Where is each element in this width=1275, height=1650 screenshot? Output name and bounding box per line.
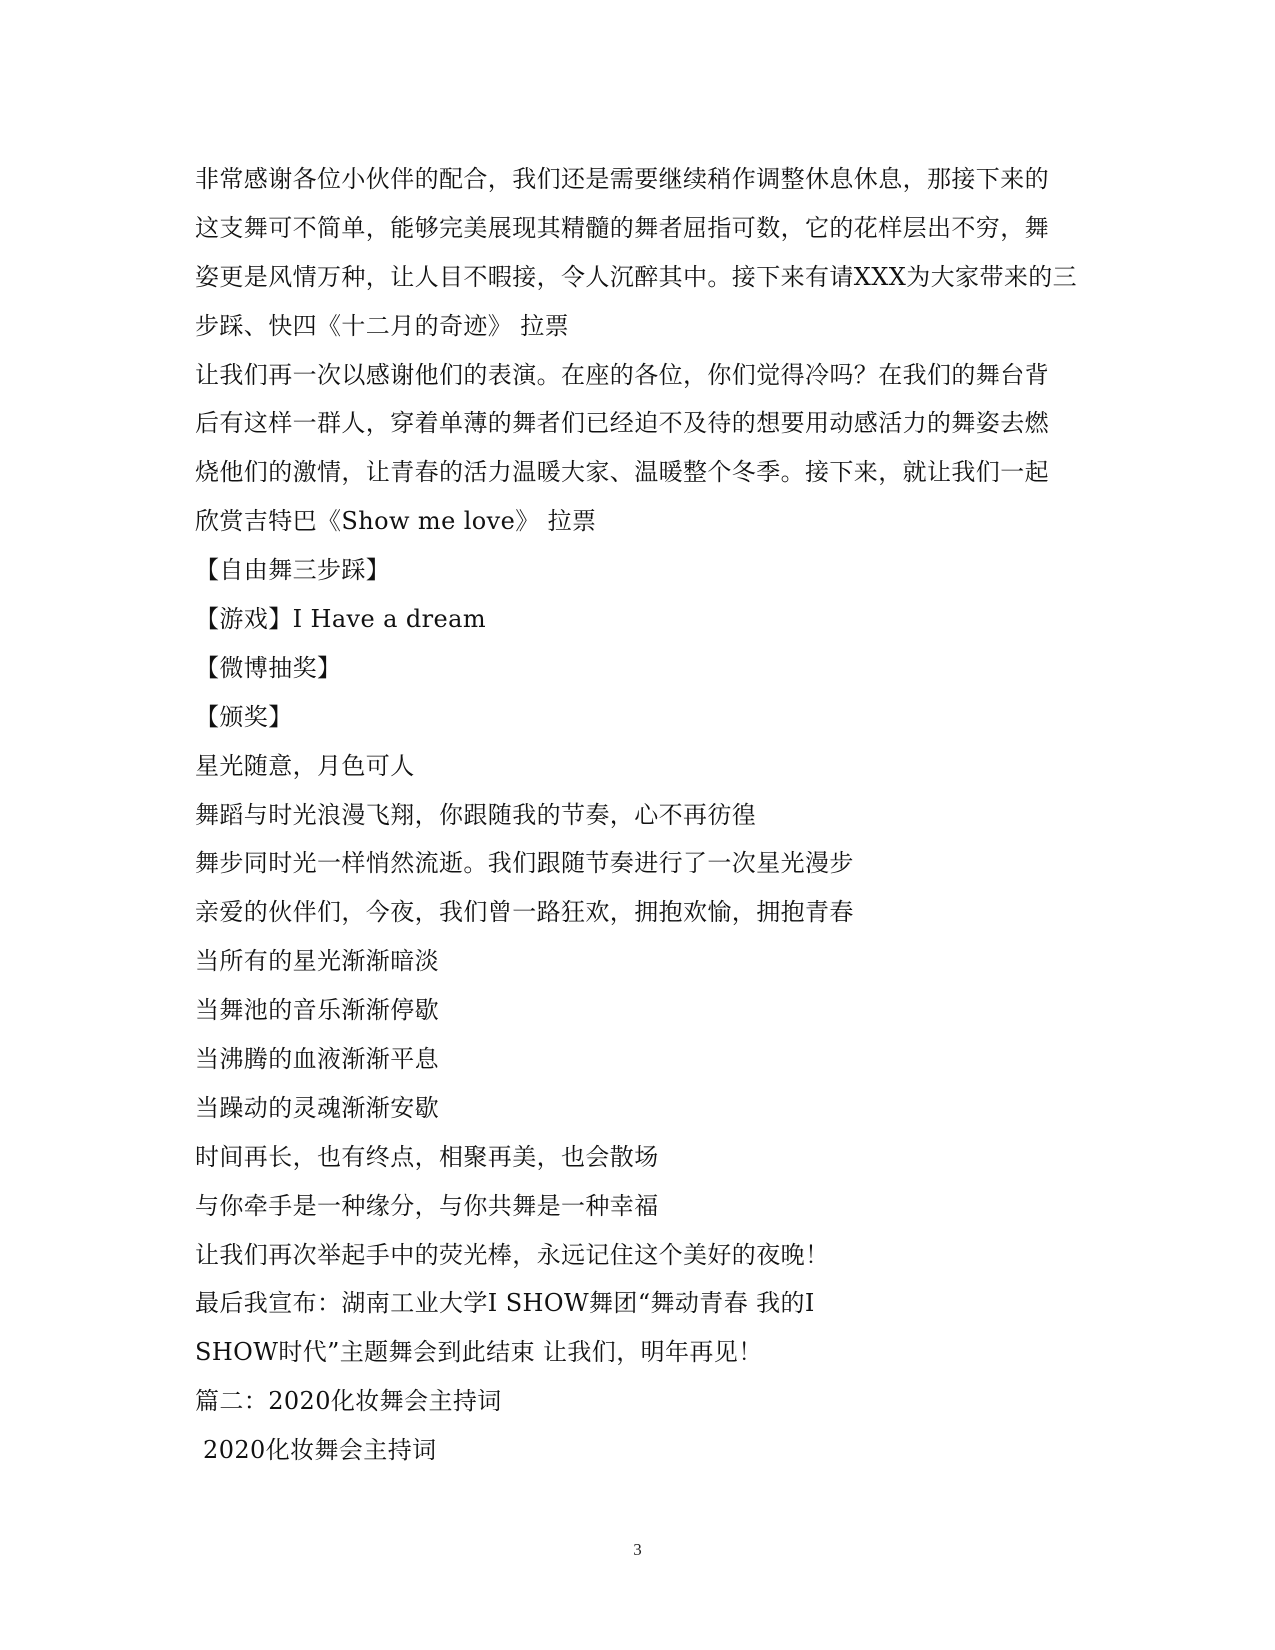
chapter-heading: 篇二：2020化妆舞会主持词 [195,1387,502,1416]
page-number: 3 [633,1540,642,1559]
section-heading: 【自由舞三步踩】 [195,556,391,585]
text-line: 星光随意，月色可人 [195,751,415,780]
section-heading: 【颁奖】 [195,702,293,731]
text-line: 亲爱的伙伴们，今夜，我们曾一路狂欢，拥抱欢愉，拥抱青春 [195,898,854,927]
text-line: 姿更是风情万种，让人目不暇接，令人沉醉其中。接下来有请XXX为大家带来的三 [195,262,1078,291]
text-line: 当沸腾的血液渐渐平息 [195,1045,439,1074]
text-line: 最后我宣布：湖南工业大学I SHOW舞团“舞动青春 我的I [195,1289,815,1318]
text-line: 让我们再一次以感谢他们的表演。在座的各位，你们觉得冷吗？在我们的舞台背 [195,360,1049,389]
text-line: 当所有的星光渐渐暗淡 [195,947,439,976]
chapter-title: 2020化妆舞会主持词 [195,1436,437,1465]
text-line: 步踩、快四《十二月的奇迹》 拉票 [195,311,570,340]
text-line: 这支舞可不简单，能够完美展现其精髓的舞者屈指可数，它的花样层出不穷，舞 [195,213,1049,242]
text-line: 非常感谢各位小伙伴的配合，我们还是需要继续稍作调整休息休息，那接下来的 [195,165,1049,193]
text-line: 与你牵手是一种缘分，与你共舞是一种幸福 [195,1191,659,1220]
text-line: 时间再长，也有终点，相聚再美，也会散场 [195,1142,659,1171]
section-heading: 【游戏】I Have a dream [195,605,486,634]
text-line: 让我们再次举起手中的荧光棒，永远记住这个美好的夜晚！ [195,1240,830,1269]
section-heading: 【微博抽奖】 [195,653,342,682]
text-line: 烧他们的激情，让青春的活力温暖大家、温暖整个冬季。接下来，就让我们一起 [195,458,1049,487]
text-line: 舞步同时光一样悄然流逝。我们跟随节奏进行了一次星光漫步 [195,849,854,878]
text-line: 后有这样一群人，穿着单薄的舞者们已经迫不及待的想要用动感活力的舞姿去燃 [195,409,1049,438]
text-line: 当舞池的音乐渐渐停歇 [195,996,439,1025]
text-line: 欣赏吉特巴《Show me love》 拉票 [195,507,597,536]
text-line: 舞蹈与时光浪漫飞翔，你跟随我的节奏，心不再彷徨 [195,800,757,829]
text-line: SHOW时代”主题舞会到此结束 让我们，明年再见！ [195,1338,763,1367]
document-body [195,155,1095,1475]
text-line: 当躁动的灵魂渐渐安歇 [195,1093,439,1122]
